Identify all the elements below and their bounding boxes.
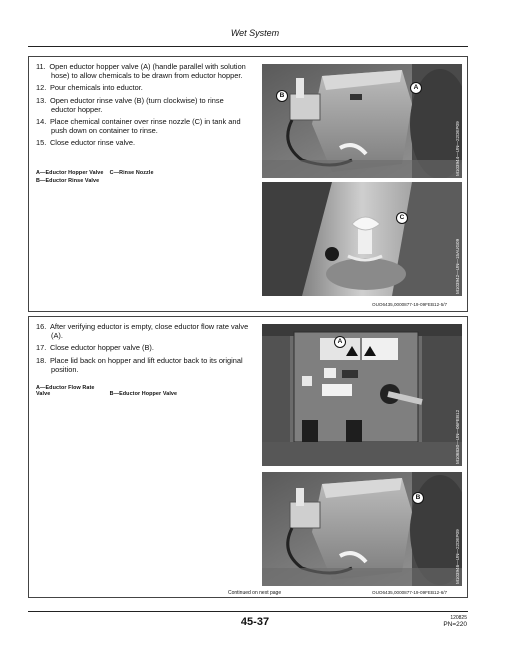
photo-rinse-nozzle <box>262 182 462 296</box>
photo-hopper-valve <box>262 472 462 586</box>
callout-a: A <box>410 82 422 94</box>
photo-id-2: M103942—UN—15AUG09 <box>455 238 460 294</box>
step-13: 13. Open eductor rinse valve (B) (turn clockwise) to rinse eductor hopper. <box>36 95 224 114</box>
step-16: 16. After verifying eductor is empty, close eductor flow rate valve (A). <box>36 322 249 341</box>
hopper-valve-photo-art <box>262 472 462 586</box>
photo-control-panel <box>262 324 462 466</box>
step-12: 12. Pour chemicals into eductor. <box>36 83 143 93</box>
rinse-nozzle-photo-art <box>262 182 462 296</box>
doc-code-1: OUO6435,0000877-19-09FEB12-5/7 <box>372 302 448 307</box>
legend-1 <box>36 170 154 184</box>
page-header-title: Wet System <box>230 28 280 38</box>
legend-a: A—Eductor Hopper Valve <box>36 170 104 176</box>
step-15: 15. Close eductor rinse valve. <box>36 138 136 148</box>
header-rule <box>28 46 468 47</box>
step-list-1 <box>36 62 250 151</box>
footer-right-block <box>443 615 467 629</box>
continued-note: Continued on next page <box>228 590 282 596</box>
page-number: 45-37 <box>240 616 270 628</box>
eductor-hopper-photo-art <box>262 64 462 178</box>
step-11: 11. Open eductor hopper valve (A) (handle parallel with solution hose) to allow chemicals to be drawn from eductor hopper. <box>36 62 246 81</box>
footer-date-code: 120825 <box>450 615 467 621</box>
photo-id-4: M103946—UN—22DEP09 <box>455 529 460 584</box>
callout-b: B <box>276 90 288 102</box>
footer-rule <box>28 611 468 612</box>
step-18: 18. Place lid back on hopper and lift eductor back to its original position. <box>36 355 243 374</box>
callout-hopper-b: B <box>412 492 424 504</box>
legend-2 <box>36 385 177 397</box>
control-panel-photo-art <box>262 324 462 466</box>
step-14: 14. Place chemical container over rinse nozzle (C) in tank and push down on container to rinse. <box>36 117 241 136</box>
photo-id-1: M103944—UN—22DEP09 <box>455 121 460 176</box>
legend-b: B—Eductor Rinse Valve <box>36 178 100 184</box>
legend-hopper-valve: B—Eductor Hopper Valve <box>109 391 178 397</box>
callout-c: C <box>396 212 408 224</box>
step-17: 17. Close eductor hopper valve (B). <box>36 343 154 353</box>
photo-eductor-hopper <box>262 64 462 178</box>
legend-flow-rate-valve: A—Eductor Flow Rate Valve <box>36 385 95 397</box>
step-list-2 <box>36 322 250 377</box>
doc-code-2: OUO6435,0000877-19-09FEB12-6/7 <box>372 590 448 595</box>
callout-flow-rate-a: A <box>334 336 346 348</box>
photo-id-3: M106830—UN—06FEB12 <box>455 409 460 464</box>
footer-pn: PN=220 <box>443 621 467 628</box>
legend-c: C—Rinse Nozzle <box>109 170 154 176</box>
